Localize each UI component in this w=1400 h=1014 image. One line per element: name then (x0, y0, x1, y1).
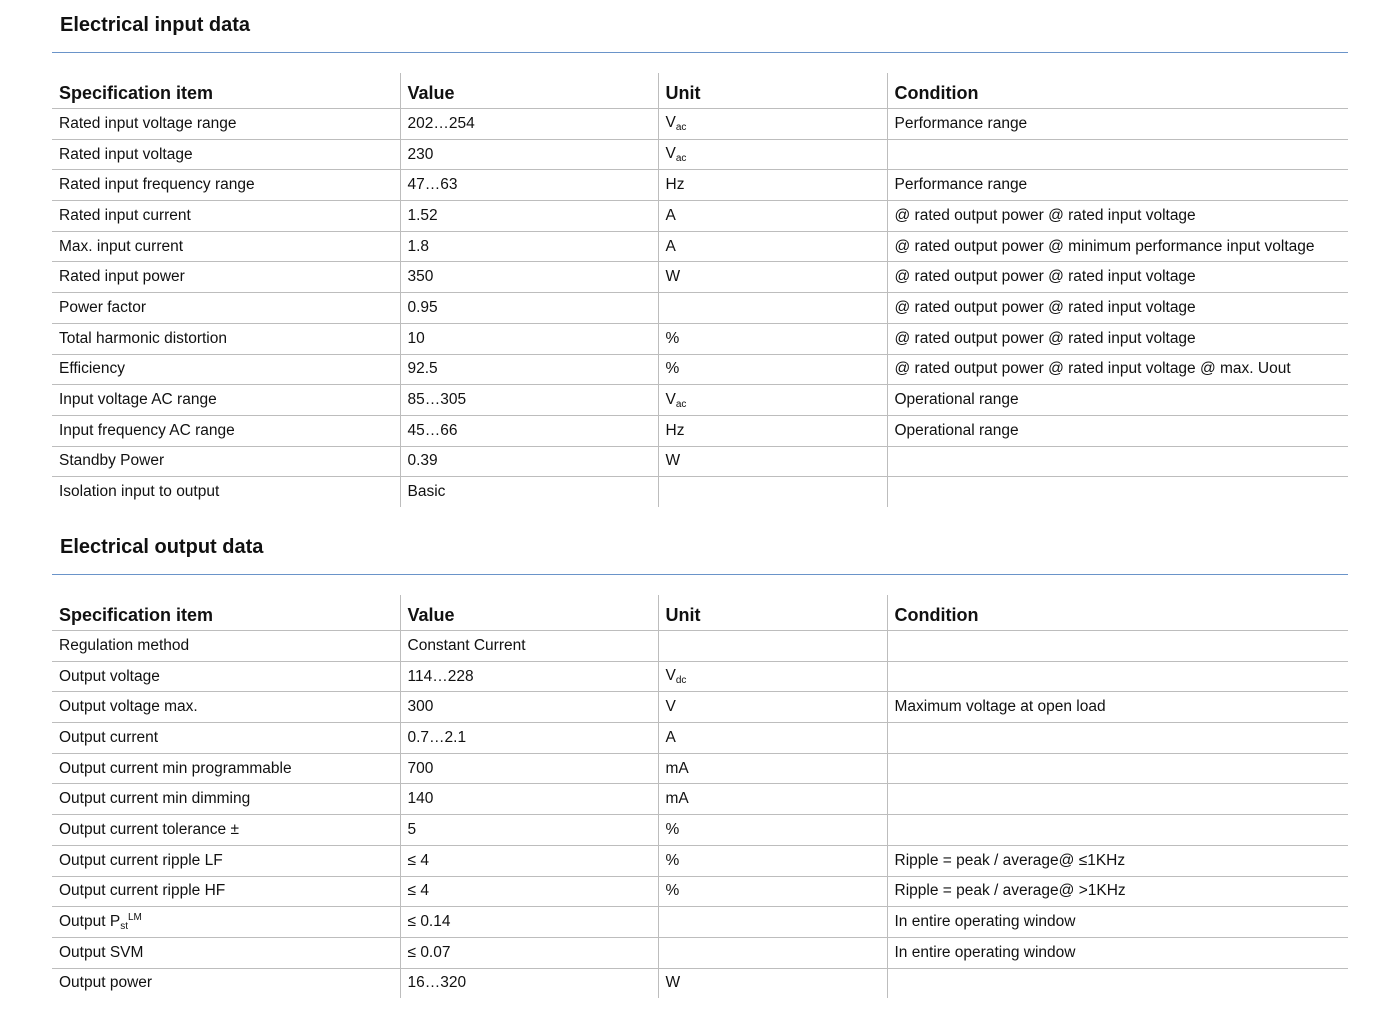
header-specification-item: Specification item (52, 73, 400, 109)
cell-unit (658, 845, 887, 876)
unit-subscript: ac (675, 153, 687, 165)
cell-specification-item (52, 201, 400, 232)
input-section-divider (52, 52, 1348, 53)
cell-unit (658, 323, 887, 354)
cell-unit (658, 354, 887, 385)
unit-text: % (665, 820, 680, 838)
item-text: Output current tolerance ± (59, 820, 239, 838)
output-section-title: Electrical output data (60, 536, 264, 558)
item-text: Max. input current (59, 237, 184, 255)
unit-subscript: ac (675, 122, 687, 134)
item-text: Input frequency AC range (59, 421, 235, 439)
unit-text: mA (665, 759, 689, 777)
cell-unit (658, 201, 887, 232)
table-row (52, 477, 1348, 507)
cell-specification-item (52, 323, 400, 354)
cell-unit (658, 415, 887, 446)
table-row (52, 231, 1348, 262)
cell-condition: Performance range (887, 170, 1348, 201)
cell-unit (658, 262, 887, 293)
unit-subscript: ac (675, 398, 687, 410)
cell-condition (887, 446, 1348, 477)
cell-value: 1.8 (400, 231, 658, 262)
cell-condition: Maximum voltage at open load (887, 692, 1348, 723)
cell-condition: In entire operating window (887, 937, 1348, 968)
table-header-row (52, 73, 1348, 109)
item-text: Output power (59, 974, 153, 992)
table-row (52, 201, 1348, 232)
unit-text: mA (665, 790, 689, 808)
cell-specification-item (52, 139, 400, 170)
cell-value: 350 (400, 262, 658, 293)
table-row (52, 968, 1348, 998)
output-spec-table (52, 595, 1348, 998)
table-row (52, 815, 1348, 846)
cell-unit (658, 907, 887, 938)
item-text: Output current (59, 728, 159, 746)
item-text: Regulation method (59, 636, 190, 654)
unit-text: % (665, 360, 680, 378)
cell-specification-item (52, 661, 400, 692)
item-text: Isolation input to output (59, 483, 220, 501)
cell-condition (887, 477, 1348, 507)
cell-unit (658, 293, 887, 324)
cell-unit (658, 661, 887, 692)
cell-specification-item (52, 415, 400, 446)
item-text: Output voltage max. (59, 698, 198, 716)
unit-text: A (665, 728, 676, 746)
table-row (52, 446, 1348, 477)
cell-condition: @ rated output power @ rated input voltage @ max. Uout (887, 354, 1348, 385)
cell-condition: @ rated output power @ minimum performance input voltage (887, 231, 1348, 262)
cell-value: ≤ 4 (400, 876, 658, 907)
table-row (52, 170, 1348, 201)
cell-unit (658, 631, 887, 662)
cell-condition: In entire operating window (887, 907, 1348, 938)
table-header-row (52, 595, 1348, 631)
item-text: Standby Power (59, 452, 165, 470)
cell-value: 16…320 (400, 968, 658, 998)
cell-value: 10 (400, 323, 658, 354)
unit-text: V (665, 390, 676, 408)
cell-unit (658, 231, 887, 262)
cell-value: 230 (400, 139, 658, 170)
item-subscript: st (120, 921, 128, 933)
table-row (52, 631, 1348, 662)
cell-specification-item (52, 446, 400, 477)
cell-value: 1.52 (400, 201, 658, 232)
table-row (52, 323, 1348, 354)
cell-value: ≤ 4 (400, 845, 658, 876)
table-row (52, 661, 1348, 692)
cell-specification-item (52, 631, 400, 662)
cell-specification-item (52, 723, 400, 754)
header-condition: Condition (887, 595, 1348, 631)
header-condition: Condition (887, 73, 1348, 109)
cell-condition (887, 661, 1348, 692)
cell-unit (658, 139, 887, 170)
item-text: Rated input power (59, 268, 185, 286)
cell-condition: Ripple = peak / average@ ≤1KHz (887, 845, 1348, 876)
cell-value: 0.39 (400, 446, 658, 477)
unit-text: A (665, 206, 676, 224)
unit-text: A (665, 237, 676, 255)
header-unit: Unit (658, 595, 887, 631)
cell-condition (887, 815, 1348, 846)
cell-unit (658, 815, 887, 846)
cell-value: 140 (400, 784, 658, 815)
cell-condition: Operational range (887, 415, 1348, 446)
cell-unit (658, 477, 887, 507)
cell-condition (887, 753, 1348, 784)
header-specification-item: Specification item (52, 595, 400, 631)
table-row (52, 845, 1348, 876)
unit-text: V (665, 667, 676, 685)
cell-unit (658, 968, 887, 998)
cell-condition: Operational range (887, 385, 1348, 416)
output-section-divider (52, 574, 1348, 575)
cell-specification-item (52, 231, 400, 262)
header-value: Value (400, 73, 658, 109)
table-row (52, 907, 1348, 938)
item-text: Rated input frequency range (59, 176, 255, 194)
cell-value: 45…66 (400, 415, 658, 446)
table-row (52, 139, 1348, 170)
cell-condition (887, 631, 1348, 662)
cell-specification-item (52, 784, 400, 815)
table-row (52, 753, 1348, 784)
item-text: Output SVM (59, 943, 144, 961)
cell-condition: @ rated output power @ rated input voltage (887, 201, 1348, 232)
item-superscript: LM (127, 912, 142, 924)
cell-condition: Ripple = peak / average@ >1KHz (887, 876, 1348, 907)
cell-value: 0.95 (400, 293, 658, 324)
table-row (52, 385, 1348, 416)
table-row (52, 937, 1348, 968)
cell-specification-item (52, 907, 400, 938)
cell-value: 5 (400, 815, 658, 846)
table-row (52, 109, 1348, 140)
unit-subscript: dc (675, 675, 687, 687)
table-row (52, 293, 1348, 324)
item-text: Efficiency (59, 360, 126, 378)
item-text: Output current min dimming (59, 790, 251, 808)
item-text: Output current ripple LF (59, 851, 223, 869)
cell-unit (658, 723, 887, 754)
item-text: Output current min programmable (59, 759, 292, 777)
cell-value: 92.5 (400, 354, 658, 385)
cell-specification-item (52, 876, 400, 907)
table-row (52, 415, 1348, 446)
cell-condition (887, 139, 1348, 170)
unit-text: V (665, 145, 676, 163)
cell-specification-item (52, 293, 400, 324)
cell-specification-item (52, 385, 400, 416)
cell-condition: Performance range (887, 109, 1348, 140)
item-text: Output P (59, 913, 121, 931)
cell-unit (658, 784, 887, 815)
table-row (52, 354, 1348, 385)
unit-text: W (665, 452, 681, 470)
unit-text: % (665, 851, 680, 869)
cell-unit (658, 170, 887, 201)
cell-specification-item (52, 170, 400, 201)
cell-unit (658, 692, 887, 723)
cell-value: 202…254 (400, 109, 658, 140)
unit-text: W (665, 268, 681, 286)
cell-unit (658, 937, 887, 968)
cell-specification-item (52, 354, 400, 385)
cell-condition (887, 968, 1348, 998)
unit-text: % (665, 882, 680, 900)
cell-specification-item (52, 753, 400, 784)
cell-specification-item (52, 109, 400, 140)
cell-condition (887, 784, 1348, 815)
cell-value: 700 (400, 753, 658, 784)
cell-condition: @ rated output power @ rated input voltage (887, 262, 1348, 293)
unit-text: V (665, 114, 676, 132)
unit-text: % (665, 329, 680, 347)
cell-condition: @ rated output power @ rated input voltage (887, 323, 1348, 354)
unit-text: Hz (665, 421, 685, 439)
item-text: Output voltage (59, 667, 160, 685)
item-text: Power factor (59, 298, 147, 316)
cell-value: 300 (400, 692, 658, 723)
item-text: Rated input voltage range (59, 114, 237, 132)
cell-value: 114…228 (400, 661, 658, 692)
table-row (52, 723, 1348, 754)
cell-value: Constant Current (400, 631, 658, 662)
table-row (52, 876, 1348, 907)
header-unit: Unit (658, 73, 887, 109)
cell-specification-item (52, 477, 400, 507)
cell-specification-item (52, 692, 400, 723)
cell-specification-item (52, 937, 400, 968)
cell-unit (658, 109, 887, 140)
cell-value: ≤ 0.07 (400, 937, 658, 968)
cell-specification-item (52, 968, 400, 998)
header-value: Value (400, 595, 658, 631)
table-row (52, 262, 1348, 293)
cell-specification-item (52, 815, 400, 846)
table-row (52, 692, 1348, 723)
cell-value: 85…305 (400, 385, 658, 416)
item-text: Input voltage AC range (59, 391, 217, 409)
input-spec-table (52, 73, 1348, 507)
cell-unit (658, 385, 887, 416)
item-text: Rated input voltage (59, 145, 193, 163)
cell-value: ≤ 0.14 (400, 907, 658, 938)
unit-text: Hz (665, 176, 685, 194)
cell-condition: @ rated output power @ rated input voltage (887, 293, 1348, 324)
input-section-title: Electrical input data (60, 14, 251, 36)
cell-unit (658, 446, 887, 477)
cell-value: Basic (400, 477, 658, 507)
cell-specification-item (52, 262, 400, 293)
cell-unit (658, 876, 887, 907)
unit-text: W (665, 974, 681, 992)
cell-condition (887, 723, 1348, 754)
cell-specification-item (52, 845, 400, 876)
cell-value: 0.7…2.1 (400, 723, 658, 754)
item-text: Output current ripple HF (59, 882, 226, 900)
item-text: Total harmonic distortion (59, 329, 227, 347)
unit-text: V (665, 698, 676, 716)
cell-value: 47…63 (400, 170, 658, 201)
cell-unit (658, 753, 887, 784)
table-row (52, 784, 1348, 815)
item-text: Rated input current (59, 206, 191, 224)
